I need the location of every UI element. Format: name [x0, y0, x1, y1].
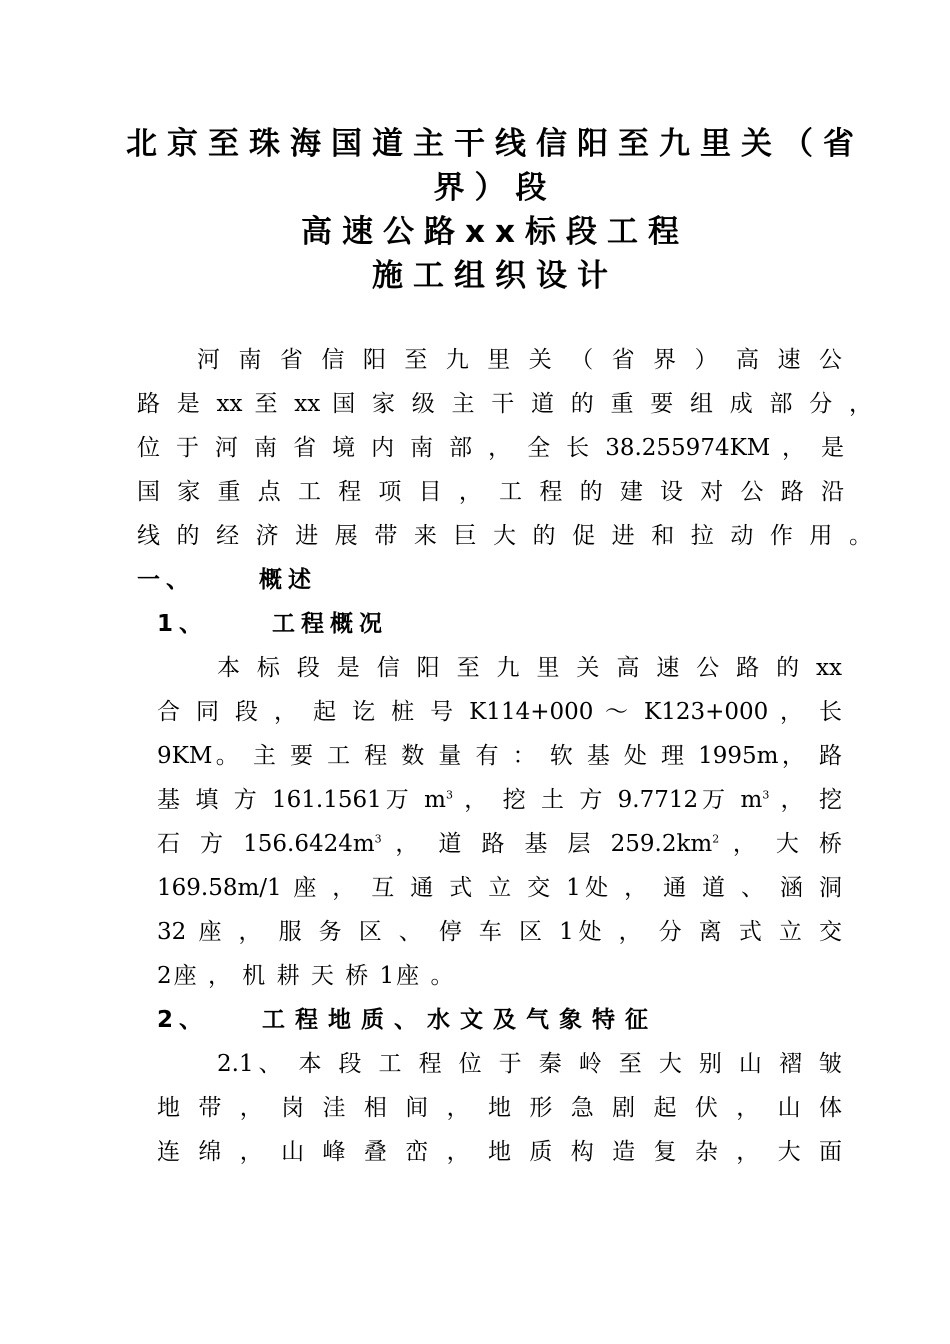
overview-line-2: 合 同 段 ， 起 讫 桩 号 K114+000 ～ K123+000 ， 长: [157, 699, 842, 725]
excavation-text: ， 挖: [769, 787, 842, 813]
intro-line-3: 位 于 河 南 省 境 内 南 部 ， 全 长 38.255974KM ， 是: [137, 435, 844, 461]
overview-line-7: 32 座 ， 服 务 区 、 停 车 区 1处 ， 分 离 式 立 交: [157, 919, 842, 945]
square-superscript: 2: [712, 832, 720, 846]
intro-line-1: 河 南 省 信 阳 至 九 里 关 （ 省 界 ） 高 速 公: [197, 347, 842, 373]
document-title-line-2: 界）段: [433, 170, 557, 206]
intro-line-5: 线 的 经 济 进 展 带 来 巨 大 的 促 进 和 拉 动 作 用 。: [137, 523, 872, 549]
bridge-text: ， 大 桥: [719, 831, 842, 857]
geology-line-2: 地 带 ， 岗 洼 相 间 ， 地 形 急 剧 起 伏 ， 山 体: [157, 1095, 842, 1121]
fill-volume-text: 基 填 方 161.1561万 m: [157, 787, 446, 813]
road-base-text: ， 道 路 基 层 259.2km: [381, 831, 713, 857]
overview-line-1: 本 标 段 是 信 阳 至 九 里 关 高 速 公 路 的 xx: [217, 655, 842, 681]
cubic-superscript: 3: [445, 788, 453, 802]
geology-line-1: 2.1、 本 段 工 程 位 于 秦 岭 至 大 别 山 褶 皱: [217, 1051, 842, 1077]
overview-line-6: 169.58m/1 座 ， 互 通 式 立 交 1处 ， 通 道 、 涵 洞: [157, 875, 842, 901]
earth-excavation-text: ， 挖 土 方 9.7712万 m: [452, 787, 763, 813]
section-number: 一、: [137, 567, 195, 593]
overview-line-3: 9KM。 主 要 工 程 数 量 有 ： 软 基 处 理 1995m， 路: [157, 743, 842, 769]
document-title-line-4: 施工组织设计: [372, 258, 618, 294]
subsection-title: 工程概况: [272, 611, 389, 637]
document-title-line-3: 高速公路xx标段工程: [301, 214, 689, 250]
overview-line-5: [157, 825, 842, 858]
subsection-number: 1、: [157, 611, 209, 637]
intro-line-2: 路 是 xx 至 xx 国 家 级 主 干 道 的 重 要 组 成 部 分 ，: [137, 391, 872, 417]
cubic-superscript: 3: [374, 832, 382, 846]
section-heading-1: [137, 561, 317, 594]
overview-line-8: 2座 ， 机 耕 天 桥 1座 。: [157, 963, 456, 989]
geology-line-3: 连 绵 ， 山 峰 叠 峦 ， 地 质 构 造 复 杂 ， 大 面: [157, 1139, 842, 1165]
subsection-number: 2、: [157, 1007, 209, 1033]
subsection-heading-1: [157, 605, 388, 638]
document-title-line-1: 北京至珠海国道主干线信阳至九里关（省: [126, 126, 864, 162]
subsection-title: 工程地质、水文及气象特征: [262, 1007, 659, 1033]
intro-line-4: 国 家 重 点 工 程 项 目 ， 工 程 的 建 设 对 公 路 沿: [137, 479, 844, 505]
subsection-heading-2: [157, 1001, 658, 1034]
rock-excavation-text: 石 方 156.6424m: [157, 831, 375, 857]
cubic-superscript: 3: [762, 788, 770, 802]
section-title: 概述: [259, 567, 318, 593]
overview-line-4: [157, 781, 842, 814]
